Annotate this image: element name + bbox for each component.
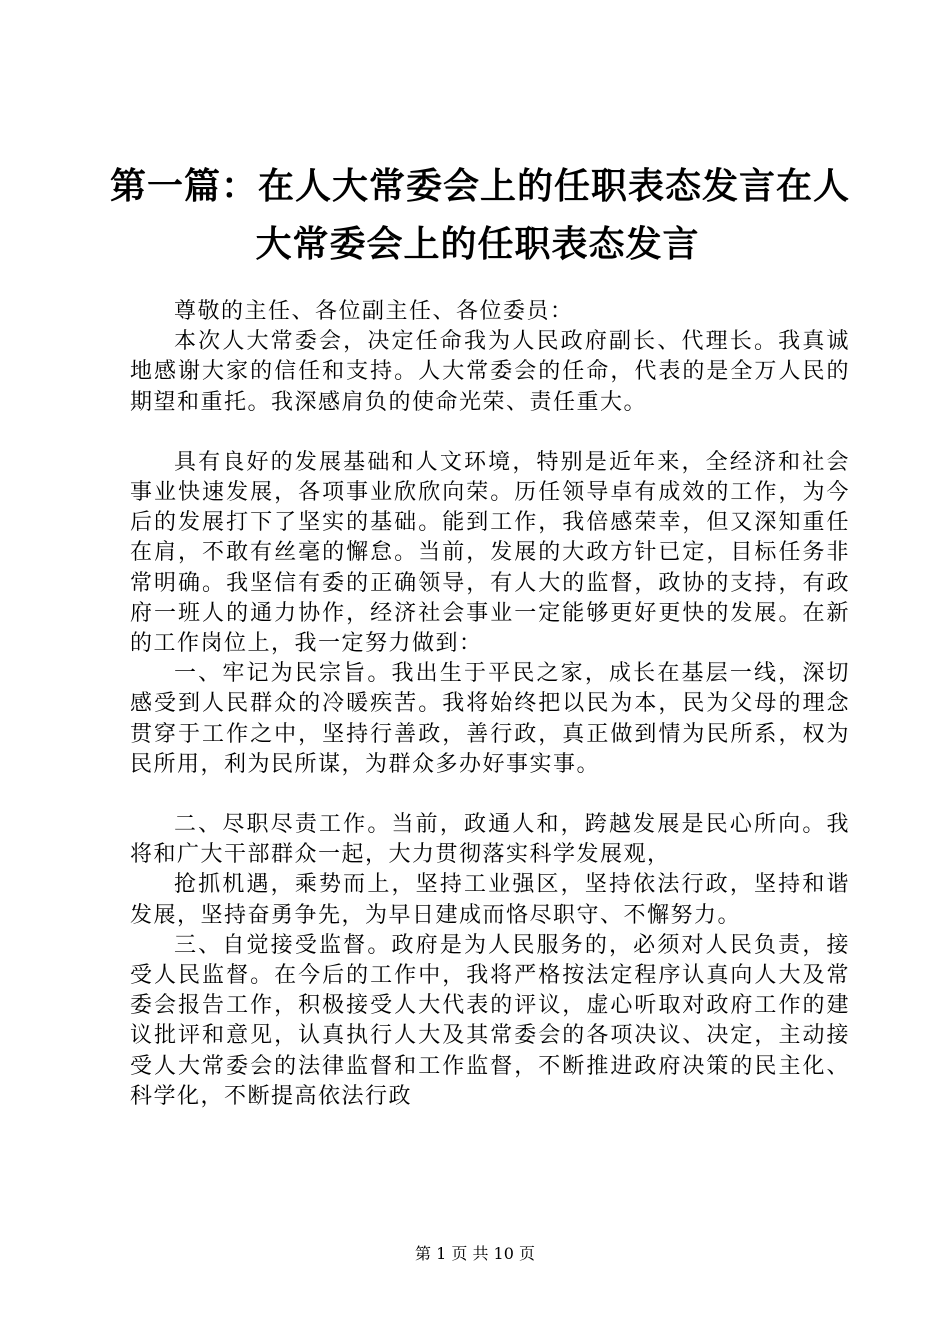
body-paragraph: 二、尽职尽责工作。当前，政通人和，跨越发展是民心所向。我将和广大干部群众一起，大力贯彻落实科学发展观， (130, 812, 850, 868)
body-paragraph: 本次人大常委会，决定任命我为人民政府副长、代理长。我真诚地感谢大家的信任和支持。人大常委会的任命，代表的是全万人民的期望和重托。我深感肩负的使命光荣、责任重大。 (130, 329, 850, 415)
document-body (130, 297, 850, 1112)
body-paragraph: 三、自觉接受监督。政府是为人民服务的，必须对人民负责，接受人民监督。在今后的工作中，我将严格按法定程序认真向人大及常委会报告工作，积极接受人大代表的评议，虚心听取对政府工作的建议批评和意见，认真执行人大及其常委会的各项决议、决定，主动接受人大常委会的法律监督和工作监督，不断推进政府决策的民主化、科学化，不断提高依法行政 (130, 932, 850, 1109)
body-paragraph: 具有良好的发展基础和人文环境，特别是近年来，全经济和社会事业快速发展，各项事业欣欣向荣。历任领导卓有成效的工作，为今后的发展打下了坚实的基础。能到工作，我倍感荣幸，但又深知重任在肩，不敢有丝毫的懈怠。当前，发展的大政方针已定，目标任务非常明确。我坚信有委的正确领导，有人大的监督，政协的支持，有政府一班人的通力协作，经济社会事业一定能够更好更快的发展。在新的工作岗位上，我一定努力做到： (130, 449, 850, 657)
title-line-1: 第一篇：在人大常委会上的任职表态发言在人 (110, 166, 851, 207)
page-number-footer: 第 1 页 共 10 页 (415, 1244, 535, 1263)
body-paragraph: 抢抓机遇，乘势而上，坚持工业强区，坚持依法行政，坚持和谐发展，坚持奋勇争先，为早日建成而恪尽职守、不懈努力。 (130, 872, 850, 928)
document-title (110, 158, 851, 274)
salutation-paragraph: 尊敬的主任、各位副主任、各位委员： (174, 299, 574, 324)
title-line-2: 大常委会上的任职表态发言 (255, 224, 700, 265)
body-paragraph: 一、牢记为民宗旨。我出生于平民之家，成长在基层一线，深切感受到人民群众的冷暖疾苦。我将始终把以民为本，民为父母的理念贯穿于工作之中，坚持行善政，善行政，真正做到情为民所系，权为民所用，利为民所谋，为群众多办好事实事。 (130, 661, 850, 777)
